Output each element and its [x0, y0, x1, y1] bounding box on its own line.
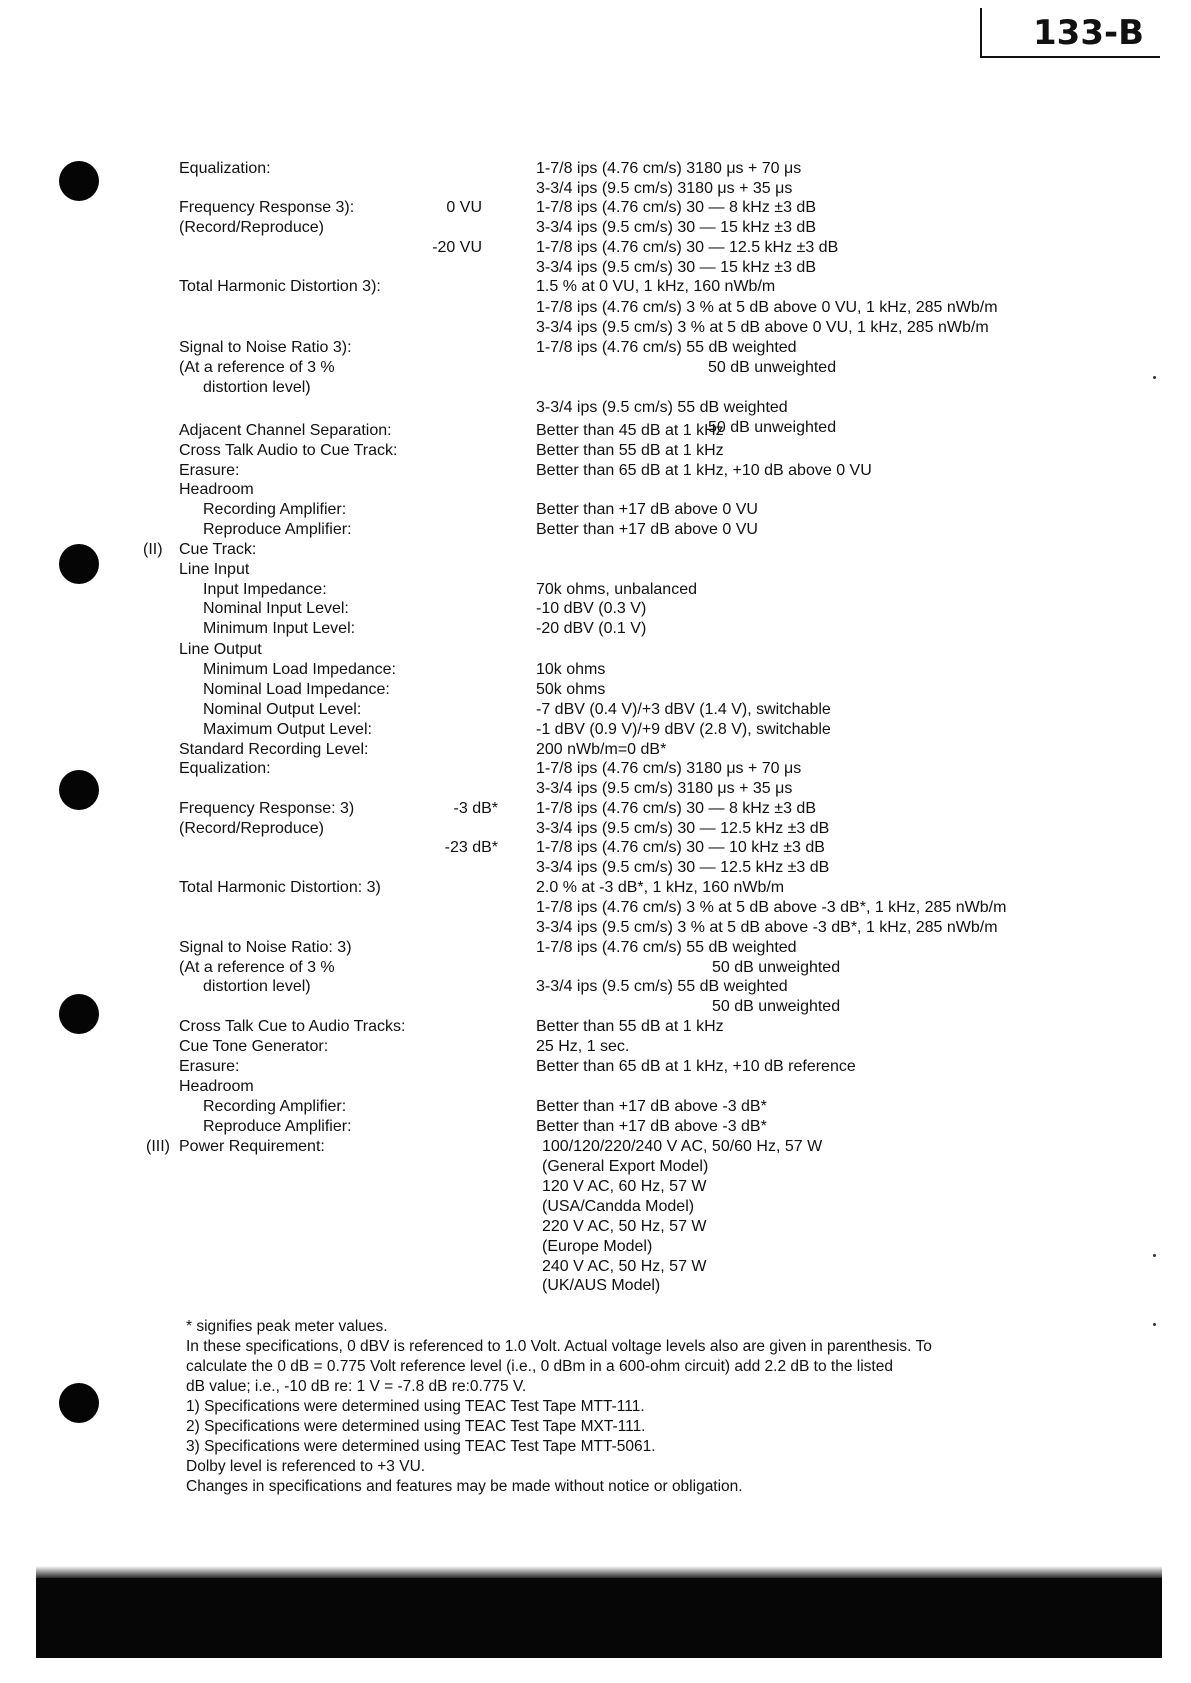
spec-label: Cross Talk Cue to Audio Tracks: — [179, 1018, 406, 1035]
page-number: 133-B — [980, 8, 1160, 58]
spec-label: Reproduce Amplifier: — [203, 1118, 352, 1135]
spec-value: 3-3/4 ips (9.5 cm/s) 3 % at 5 dB above -3 dB*, 1 kHz, 285 nWb/m — [536, 919, 998, 936]
spec-row — [0, 198, 1191, 218]
spec-label: Frequency Response 3): — [179, 199, 355, 216]
spec-value: 200 nWb/m=0 dB* — [536, 741, 667, 758]
spec-row — [0, 159, 1191, 179]
spec-row — [0, 660, 1191, 680]
spec-value: 100/120/220/240 V AC, 50/60 Hz, 57 W — [542, 1138, 823, 1155]
spec-value: 1.5 % at 0 VU, 1 kHz, 160 nWb/m — [536, 278, 776, 295]
spec-row — [0, 898, 1191, 918]
spec-value: 3-3/4 ips (9.5 cm/s) 30 — 15 kHz ±3 dB — [536, 259, 816, 276]
spec-row — [0, 1077, 1191, 1097]
spec-row — [0, 338, 1191, 358]
footnote: Changes in specifications and features may be made without notice or obligation. — [186, 1478, 743, 1495]
spec-row — [0, 1097, 1191, 1117]
spec-value: 1-7/8 ips (4.76 cm/s) 30 — 8 kHz ±3 dB — [536, 199, 816, 216]
spec-row — [0, 720, 1191, 740]
spec-row — [0, 560, 1191, 580]
spec-label: Recording Amplifier: — [203, 1098, 347, 1115]
spec-row — [0, 1137, 1191, 1157]
spec-value: -10 dBV (0.3 V) — [536, 600, 647, 617]
spec-value: 3-3/4 ips (9.5 cm/s) 3 % at 5 dB above 0 VU, 1 kHz, 285 nWb/m — [536, 319, 989, 336]
spec-row — [0, 619, 1191, 639]
footnote: In these specifications, 0 dBV is referenced to 1.0 Volt. Actual voltage levels also are given in parenthesis. To — [186, 1338, 932, 1355]
spec-level: 0 VU — [446, 199, 482, 216]
spec-label: Equalization: — [179, 160, 271, 177]
spec-row — [0, 540, 1191, 560]
footnote: dB value; i.e., -10 dB re: 1 V = -7.8 dB re:0.775 V. — [186, 1378, 527, 1395]
spec-row — [0, 838, 1191, 858]
spec-row — [0, 640, 1191, 660]
spec-value: 1-7/8 ips (4.76 cm/s) 3180 μs + 70 μs — [536, 160, 802, 177]
spec-row — [0, 700, 1191, 720]
spec-label: Total Harmonic Distortion 3): — [179, 278, 381, 295]
spec-value: Better than +17 dB above -3 dB* — [536, 1098, 767, 1115]
spec-value: Better than 55 dB at 1 kHz — [536, 1018, 724, 1035]
spec-row — [0, 1237, 1191, 1257]
spec-label: Line Output — [179, 641, 262, 658]
footnote: * signifies peak meter values. — [186, 1318, 388, 1335]
speck — [1153, 1323, 1156, 1326]
footnote: 3) Specifications were determined using TEAC Test Tape MTT-5061. — [186, 1438, 656, 1455]
spec-level: -20 VU — [432, 239, 482, 256]
spec-value: 3-3/4 ips (9.5 cm/s) 30 — 12.5 kHz ±3 dB — [536, 859, 830, 876]
spec-value: (UK/AUS Model) — [542, 1277, 661, 1294]
spec-row — [0, 997, 1191, 1017]
spec-row — [0, 858, 1191, 878]
spec-label: Erasure: — [179, 1058, 240, 1075]
spec-row — [0, 520, 1191, 540]
spec-value: 3-3/4 ips (9.5 cm/s) 3180 μs + 35 μs — [536, 180, 793, 197]
spec-row — [0, 799, 1191, 819]
spec-label: Total Harmonic Distortion: 3) — [179, 879, 381, 896]
spec-value: -7 dBV (0.4 V)/+3 dBV (1.4 V), switchable — [536, 701, 831, 718]
spec-row — [0, 1257, 1191, 1277]
spec-row — [0, 378, 1191, 416]
footnote: calculate the 0 dB = 0.775 Volt reference level (i.e., 0 dBm in a 600-ohm circuit) add 2.2 dB to the listed — [186, 1358, 893, 1375]
spec-row — [0, 1276, 1191, 1296]
spec-label: Signal to Noise Ratio: 3) — [179, 939, 352, 956]
spec-value: 50 dB unweighted — [708, 419, 837, 436]
spec-row — [0, 179, 1191, 199]
spec-label: distortion level) — [203, 379, 311, 396]
spec-value: 1-7/8 ips (4.76 cm/s) 55 dB weighted — [536, 339, 797, 356]
spec-row — [0, 1177, 1191, 1197]
spec-row — [0, 740, 1191, 760]
spec-label: (At a reference of 3 % — [179, 959, 335, 976]
spec-label: Recording Amplifier: — [203, 501, 347, 518]
footnote: Dolby level is referenced to +3 VU. — [186, 1458, 426, 1475]
spec-value: 3-3/4 ips (9.5 cm/s) 55 dB weighted — [536, 978, 788, 995]
spec-value: -20 dBV (0.1 V) — [536, 620, 647, 637]
footnote: 1) Specifications were determined using TEAC Test Tape MTT-111. — [186, 1398, 645, 1415]
spec-label: (Record/Reproduce) — [179, 219, 324, 236]
spec-label: Input Impedance: — [203, 581, 327, 598]
spec-value: 220 V AC, 50 Hz, 57 W — [542, 1218, 707, 1235]
spec-value: 1-7/8 ips (4.76 cm/s) 55 dB weighted — [536, 939, 797, 956]
spec-value: 120 V AC, 60 Hz, 57 W — [542, 1178, 707, 1195]
spec-row — [0, 779, 1191, 799]
spec-value: 50 dB unweighted — [712, 959, 841, 976]
bottom-black-band — [36, 1578, 1162, 1658]
spec-label: Adjacent Channel Separation: — [179, 422, 392, 439]
spec-row — [0, 218, 1191, 238]
binder-hole — [59, 1383, 99, 1423]
spec-value: 1-7/8 ips (4.76 cm/s) 30 — 10 kHz ±3 dB — [536, 839, 825, 856]
section-number: (III) — [146, 1138, 170, 1155]
spec-row — [0, 938, 1191, 958]
spec-row — [0, 958, 1191, 978]
spec-value: Better than 65 dB at 1 kHz, +10 dB above 0 VU — [536, 462, 872, 479]
spec-row — [0, 918, 1191, 938]
spec-row — [0, 238, 1191, 258]
spec-row — [0, 1217, 1191, 1237]
spec-label: Maximum Output Level: — [203, 721, 372, 738]
spec-row — [0, 358, 1191, 378]
spec-label: Cross Talk Audio to Cue Track: — [179, 442, 398, 459]
spec-value: Better than 45 dB at 1 kHz — [536, 422, 724, 439]
spec-row — [0, 878, 1191, 898]
spec-value: 3-3/4 ips (9.5 cm/s) 3180 μs + 35 μs — [536, 780, 793, 797]
spec-label: Headroom — [179, 481, 254, 498]
spec-label: Reproduce Amplifier: — [203, 521, 352, 538]
spec-level: -3 dB* — [453, 800, 498, 817]
spec-value: 2.0 % at -3 dB*, 1 kHz, 160 nWb/m — [536, 879, 785, 896]
spec-row — [0, 318, 1191, 338]
spec-value: (USA/Candda Model) — [542, 1198, 695, 1215]
spec-row — [0, 977, 1191, 997]
spec-row — [0, 599, 1191, 619]
spec-value: Better than 65 dB at 1 kHz, +10 dB reference — [536, 1058, 856, 1075]
section-number: (II) — [143, 541, 163, 558]
spec-label: Line Input — [179, 561, 250, 578]
spec-row — [0, 1057, 1191, 1077]
spec-row — [0, 1157, 1191, 1177]
spec-label: distortion level) — [203, 978, 311, 995]
spec-label: Minimum Load Impedance: — [203, 661, 396, 678]
spec-value: 50k ohms — [536, 681, 606, 698]
spec-row — [0, 500, 1191, 520]
spec-label: Nominal Input Level: — [203, 600, 349, 617]
spec-level: -23 dB* — [444, 839, 498, 856]
spec-value: (Europe Model) — [542, 1238, 653, 1255]
spec-value: 25 Hz, 1 sec. — [536, 1038, 630, 1055]
spec-label: Nominal Load Impedance: — [203, 681, 390, 698]
spec-row — [0, 1037, 1191, 1057]
spec-row — [0, 759, 1191, 779]
spec-label: Cue Track: — [179, 541, 257, 558]
spec-value: 3-3/4 ips (9.5 cm/s) 30 — 15 kHz ±3 dB — [536, 219, 816, 236]
spec-label: Signal to Noise Ratio 3): — [179, 339, 352, 356]
spec-label: Cue Tone Generator: — [179, 1038, 329, 1055]
spec-label: Power Requirement: — [179, 1138, 325, 1155]
spec-row — [0, 580, 1191, 600]
spec-value: 50 dB unweighted — [712, 998, 841, 1015]
spec-label: Equalization: — [179, 760, 271, 777]
spec-value: 1-7/8 ips (4.76 cm/s) 3 % at 5 dB above 0 VU, 1 kHz, 285 nWb/m — [536, 299, 998, 316]
spec-row — [0, 277, 1191, 297]
spec-value: 3-3/4 ips (9.5 cm/s) 30 — 12.5 kHz ±3 dB — [536, 820, 830, 837]
spec-row — [0, 441, 1191, 461]
spec-value: -1 dBV (0.9 V)/+9 dBV (2.8 V), switchable — [536, 721, 831, 738]
spec-value: 70k ohms, unbalanced — [536, 581, 697, 598]
spec-row — [0, 461, 1191, 481]
spec-label: Nominal Output Level: — [203, 701, 362, 718]
spec-label: Standard Recording Level: — [179, 741, 369, 758]
spec-label: (Record/Reproduce) — [179, 820, 324, 837]
spec-value: 3-3/4 ips (9.5 cm/s) 55 dB weighted — [536, 399, 788, 416]
spec-row — [0, 480, 1191, 500]
spec-value: 1-7/8 ips (4.76 cm/s) 3 % at 5 dB above -3 dB*, 1 kHz, 285 nWb/m — [536, 899, 1007, 916]
spec-row — [0, 421, 1191, 441]
spec-label: Headroom — [179, 1078, 254, 1095]
spec-value: 50 dB unweighted — [708, 359, 837, 376]
spec-label: (At a reference of 3 % — [179, 359, 335, 376]
spec-value: 1-7/8 ips (4.76 cm/s) 3180 μs + 70 μs — [536, 760, 802, 777]
spec-label: Minimum Input Level: — [203, 620, 356, 637]
spec-row — [0, 1197, 1191, 1217]
spec-row — [0, 298, 1191, 318]
spec-value: 1-7/8 ips (4.76 cm/s) 30 — 12.5 kHz ±3 dB — [536, 239, 839, 256]
spec-value: (General Export Model) — [542, 1158, 709, 1175]
spec-value: Better than +17 dB above 0 VU — [536, 521, 758, 538]
spec-label: Frequency Response: 3) — [179, 800, 355, 817]
spec-value: 240 V AC, 50 Hz, 57 W — [542, 1258, 707, 1275]
spec-value: Better than +17 dB above -3 dB* — [536, 1118, 767, 1135]
spec-row — [0, 1117, 1191, 1137]
spec-row — [0, 1017, 1191, 1037]
spec-value: 1-7/8 ips (4.76 cm/s) 30 — 8 kHz ±3 dB — [536, 800, 816, 817]
spec-value: 10k ohms — [536, 661, 606, 678]
spec-row — [0, 258, 1191, 278]
spec-value: Better than +17 dB above 0 VU — [536, 501, 758, 518]
spec-row — [0, 819, 1191, 839]
footnote: 2) Specifications were determined using TEAC Test Tape MXT-111. — [186, 1418, 646, 1435]
spec-row — [0, 680, 1191, 700]
spec-label: Erasure: — [179, 462, 240, 479]
spec-value: Better than 55 dB at 1 kHz — [536, 442, 724, 459]
